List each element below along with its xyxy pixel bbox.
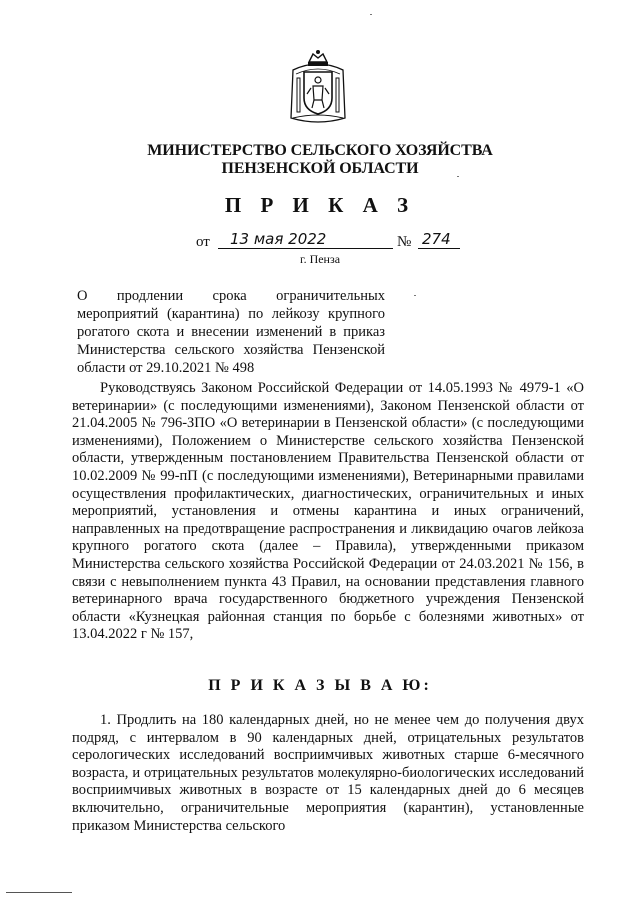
number-label: № bbox=[397, 234, 412, 250]
scan-speck bbox=[457, 176, 459, 177]
preamble-paragraph: Руководствуясь Законом Российской Федерации от 14.05.1993 № 4979-1 «О ветеринарии» (с последующими изменениями), Законом Пензенской области от 21.04.2005 № 796-ЗПО «О ветеринарии в Пензенской области» (с последующими изменениями), Положением о Министерстве сельского хозяйства Пензенской области, утвержденным постановлением Правительства Пензенской области от 10.02.2009 № 99-пП (с последующими изменениями), Ветеринарными правилами осуществления профилактических, диагностических, ограничительных и иных мероприятий, установления и отмены карантина и иных ограничений, направленных на предотвращение распространения и ликвидацию очагов лейкоза крупного рогатого скота (далее – Правила), утвержденными приказом Министерства сельского хозяйства Российской Федерации от 24.03.2021 № 156, в связи с невыполнением пункта 43 Правил, на основании представления главного ветеринарного врача государственного бюджетного учреждения Пензенской области «Кузнецкая районная станция по борьбе с болезнями животных» от 13.04.2022 г № 157, bbox=[72, 380, 584, 643]
ot-label: от bbox=[196, 234, 210, 250]
coat-of-arms-icon bbox=[287, 48, 349, 126]
footnote-divider bbox=[6, 892, 72, 893]
scan-speck bbox=[370, 14, 372, 15]
ministry-name bbox=[0, 142, 640, 178]
city-label: г. Пенза bbox=[300, 252, 341, 266]
scan-speck bbox=[414, 295, 416, 296]
ministry-line-2: ПЕНЗЕНСКОЙ ОБЛАСТИ bbox=[221, 160, 419, 177]
order-heading: П Р И К А З Ы В А Ю: bbox=[208, 677, 432, 694]
date-field: 13 мая 2022 bbox=[218, 230, 393, 249]
order-item-1: 1. Продлить на 180 календарных дней, но не менее чем до получения двух подряд, с интервалом в 90 календарных дней, отрицательных результатов серологических исследований восприимчивых животных старше 6-месячного возраста, и отрицательных результатов молекулярно-биологических исследований восприимчивых животных в возрасте от 15 календарных дней до 6 месяцев включительно, ограничительные мероприятия (карантин), установленные приказом Министерства сельского bbox=[72, 712, 584, 834]
order-subject: О продлении срока ограничительных мероприятий (карантина) по лейкозу крупного рогатого скота и внесении изменений в приказ Министерства сельского хозяйства Пензенской области от 29.10.2021 № 498 bbox=[77, 288, 385, 376]
ministry-line-1: МИНИСТЕРСТВО СЕЛЬСКОГО ХОЗЯЙСТВА bbox=[147, 142, 493, 159]
number-field: 274 bbox=[418, 230, 460, 249]
document-title: П Р И К А З bbox=[224, 193, 416, 217]
